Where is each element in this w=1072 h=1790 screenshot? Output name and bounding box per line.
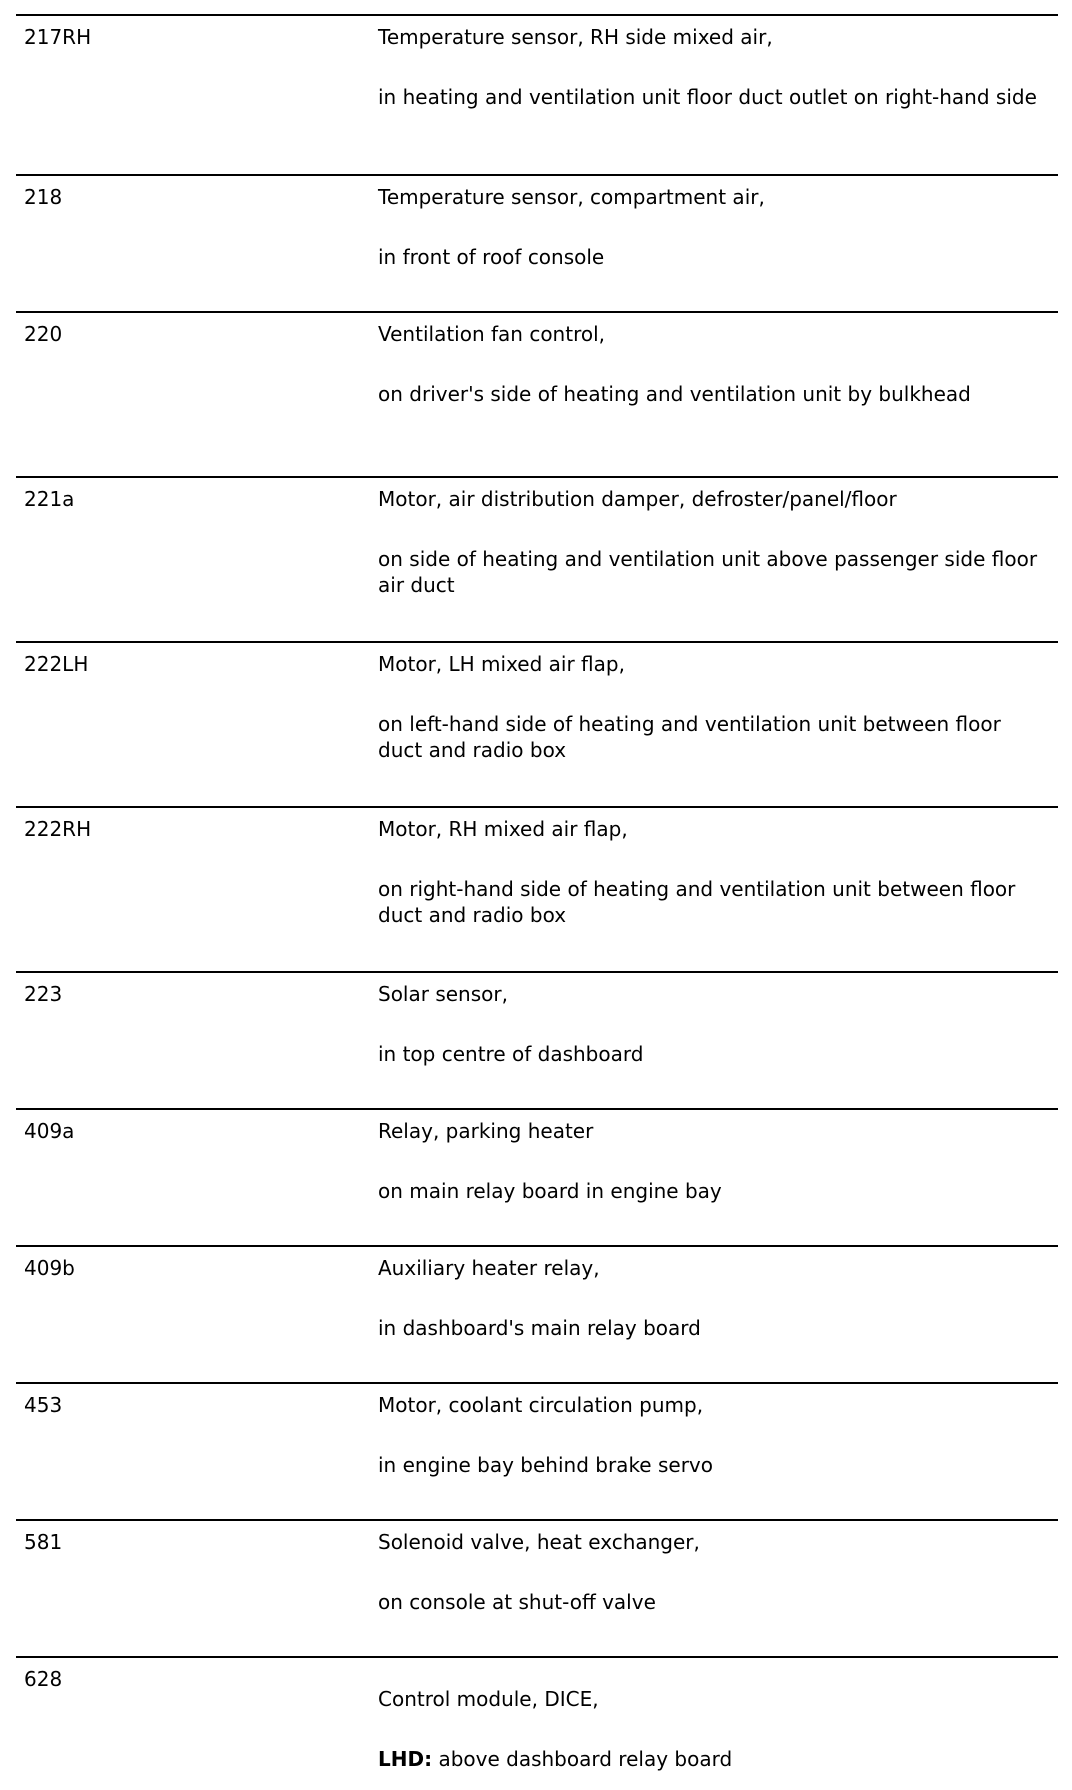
component-title: Ventilation fan control, — [378, 322, 606, 346]
component-description — [378, 1118, 1048, 1204]
component-title: Control module, DICE, — [378, 1687, 599, 1711]
component-title: Motor, RH mixed air flap, — [378, 817, 628, 841]
table-row — [16, 1382, 1058, 1519]
component-title: Auxiliary heater relay, — [378, 1256, 600, 1280]
component-title: Solenoid valve, heat exchanger, — [378, 1530, 700, 1554]
table-row — [16, 1656, 1058, 1790]
component-code: 222RH — [24, 817, 92, 841]
table-row — [16, 311, 1058, 476]
component-code: 581 — [24, 1530, 63, 1554]
component-description — [378, 1686, 1048, 1772]
table-row — [16, 641, 1058, 806]
component-location: on side of heating and ventilation unit above passenger side floor air duct — [378, 547, 1038, 597]
location-label: LHD: — [378, 1747, 433, 1771]
component-code: 218 — [24, 185, 63, 209]
component-title: Solar sensor, — [378, 982, 508, 1006]
component-description — [378, 1529, 1048, 1615]
table-row — [16, 14, 1058, 174]
component-location: in top centre of dashboard — [378, 1042, 644, 1066]
component-description — [378, 486, 1048, 598]
component-title: Motor, coolant circulation pump, — [378, 1393, 704, 1417]
table-row — [16, 174, 1058, 311]
component-location: on main relay board in engine bay — [378, 1179, 722, 1203]
component-title: Relay, parking heater — [378, 1119, 594, 1143]
component-location: on console at shut-off valve — [378, 1590, 656, 1614]
component-location: in engine bay behind brake servo — [378, 1453, 713, 1477]
component-title: Temperature sensor, compartment air, — [378, 185, 765, 209]
component-description — [378, 651, 1048, 763]
table-row — [16, 971, 1058, 1108]
component-location: on driver's side of heating and ventilation unit by bulkhead — [378, 382, 971, 406]
component-description — [378, 981, 1048, 1067]
component-code: 409a — [24, 1119, 75, 1143]
component-location: on left-hand side of heating and ventilation unit between floor duct and radio box — [378, 712, 1001, 762]
location-text: above dashboard relay board — [432, 1747, 733, 1771]
component-description — [378, 816, 1048, 928]
component-description — [378, 1392, 1048, 1478]
component-location: in heating and ventilation unit floor duct outlet on right-hand side — [378, 85, 1037, 109]
component-title: Temperature sensor, RH side mixed air, — [378, 25, 773, 49]
table-row — [16, 1519, 1058, 1656]
component-title: Motor, air distribution damper, defroster/panel/floor — [378, 487, 897, 511]
table-row — [16, 1245, 1058, 1382]
component-code: 220 — [24, 322, 63, 346]
component-location: on right-hand side of heating and ventilation unit between floor duct and radio box — [378, 877, 1016, 927]
component-location: in front of roof console — [378, 245, 605, 269]
component-title: Motor, LH mixed air flap, — [378, 652, 625, 676]
component-code: 628 — [24, 1667, 63, 1691]
component-code: 453 — [24, 1393, 63, 1417]
component-code: 217RH — [24, 25, 92, 49]
component-code: 223 — [24, 982, 63, 1006]
table-row — [16, 1108, 1058, 1245]
component-code: 222LH — [24, 652, 89, 676]
component-location — [378, 1746, 1048, 1772]
component-description — [378, 24, 1048, 110]
component-description — [378, 1255, 1048, 1341]
table-row — [16, 476, 1058, 641]
component-location: in dashboard's main relay board — [378, 1316, 701, 1340]
component-code: 409b — [24, 1256, 75, 1280]
component-code: 221a — [24, 487, 75, 511]
table-row — [16, 806, 1058, 971]
component-description — [378, 321, 1048, 407]
component-description — [378, 184, 1048, 270]
